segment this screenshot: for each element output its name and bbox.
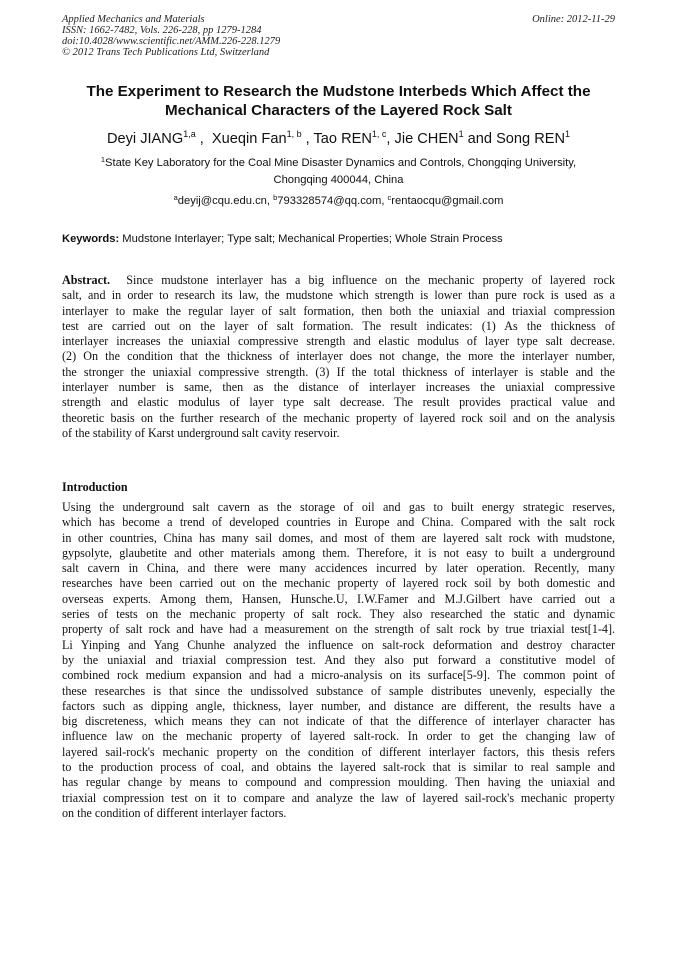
introduction-body <box>62 500 615 821</box>
keywords <box>62 232 615 246</box>
author-affil-sup: 1, c <box>371 129 387 139</box>
intro-line: layered sail-rock's mechanic property on the condition of different interlayer factors, this thesis refers <box>62 744 615 759</box>
author-name: Xueqin Fan <box>211 131 287 147</box>
abstract-line: test are carried out on the layer of salt formation. The result indicates: (1) As the thickness of <box>62 318 615 333</box>
email-list <box>62 194 615 208</box>
journal-header <box>62 14 280 58</box>
author-name: Deyi JIANG <box>106 131 184 147</box>
intro-line: influence law on the mechanic property of layered salt-rock. In order to get the changing law of <box>62 729 615 744</box>
email-address[interactable]: deyij@cqu.edu.cn, <box>177 195 274 207</box>
intro-line: gypsolyte, glaubetite and other materials among them. Therefore, it is not easy to built a underground <box>62 545 615 560</box>
abstract-line: the stronger the uniaxial compressive strength. (3) If the total thickness of interlayer is stable and the <box>62 364 615 379</box>
abstract-line: (2) On the condition that the thickness of interlayer does not change, the more the interlayer number, <box>62 349 615 364</box>
abstract-line: theoretic basis on the further research of the mechanic property of layered rock soil and on the analysis <box>62 410 615 425</box>
affiliation <box>62 155 615 189</box>
intro-line: to the production process of coal, and obtains the layered salt-rock that is similar to real sample and <box>62 760 615 775</box>
intro-line: in other countries, China has many sail domes, and most of them are layered salt rock with mudstone, <box>62 530 615 545</box>
author-separator: , <box>301 131 314 147</box>
abstract-line <box>62 273 615 288</box>
author-separator: and <box>463 131 497 147</box>
abstract-line: salt, and in order to research its law, the mudstone which strength is lower than pure rock is used as a <box>62 288 615 303</box>
intro-line: these researches is that since the undissolved substance of sample distributes unevenly, especially the <box>62 683 615 698</box>
abstract-line: of the stability of Karst underground salt cavity reservoir. <box>62 425 340 440</box>
author-affil-sup: 1 <box>565 129 571 139</box>
intro-line: by the uniaxial and triaxial compression test. And they also put forward a constitutive model of <box>62 652 615 667</box>
abstract-line: interlayer number is same, then as the distance of interlayer increases the uniaxial compressive <box>62 380 615 395</box>
author-affil-sup: 1 <box>458 129 464 139</box>
email-sup: c <box>387 193 392 202</box>
abstract-label: Abstract. <box>62 273 111 287</box>
intro-line: on the condition of different interlayer factors. <box>62 805 287 820</box>
title-line-1: The Experiment to Research the Mudstone Interbeds Which Affect the <box>86 83 591 100</box>
copyright-line: © 2012 Trans Tech Publications Ltd, Switzerland <box>62 47 270 58</box>
affiliation-line-2: Chongqing 400044, China <box>273 174 404 186</box>
abstract-line-text: Since mudstone interlayer has a big influence on the mechanic property of layered rock <box>126 273 615 287</box>
intro-line: Using the underground salt cavern as the storage of oil and gas to built energy strategic reserves, <box>62 500 615 514</box>
intro-line: factors such as dipping angle, thickness, layer number, and distance are different, the results have a <box>62 698 615 713</box>
abstract-line: strength and elastic modulus of layer type salt decrease. The result provides practical value and <box>62 395 615 410</box>
intro-line: big discreteness, which means they can not indicate of that the difference of interlayer character has <box>62 714 615 729</box>
email-address[interactable]: 793328574@qq.com, <box>277 195 388 207</box>
affiliation-line-1 <box>62 155 615 172</box>
author-affil-sup: 1,a <box>183 129 196 139</box>
introduction-heading: Introduction <box>62 480 128 494</box>
intro-line: which has become a trend of developed countries in Europe and China. Compared with the salt rock <box>62 515 615 530</box>
intro-line: has regular change by means to compound and compression moulding. Then having the uniaxial and <box>62 775 615 790</box>
title-line-2: Mechanical Characters of the Layered Rock Salt <box>165 102 512 119</box>
intro-line: property of salt rock and have had a measurement on the strength of salt rock by true triaxial test[1-4]. <box>62 622 615 637</box>
affiliation-sup: 1 <box>100 155 106 164</box>
abstract-line: interlayer to make the regular layer of salt formation, then both the uniaxial and triaxial compression <box>62 303 615 318</box>
author-separator: , <box>195 131 212 147</box>
intro-line: researches have been carried out on the mechanic property of layered rock soil by both domestic and <box>62 576 615 591</box>
intro-line: Li Yinping and Yang Chunhe analyzed the influence on salt-rock deformation and destroy character <box>62 637 615 652</box>
email-sup: a <box>173 193 178 202</box>
intro-line: combined rock medium expansion and had a micro-analysis on its surface[5-9]. The common point of <box>62 668 615 683</box>
abstract-line: interlayer increases the uniaxial compressive strength and elastic modulus of layer type salt decrease. <box>62 334 615 349</box>
issn-line: ISSN: 1662-7482, Vols. 226-228, pp 1279-1284 <box>62 25 262 36</box>
author-name: Tao REN <box>313 131 372 147</box>
doi-line: doi:10.4028/www.scientific.net/AMM.226-228.1279 <box>62 36 281 47</box>
email-sup: b <box>273 193 278 202</box>
online-date: Online: 2012-11-29 <box>532 14 615 25</box>
author-affil-sup: 1, b <box>286 129 302 139</box>
author-name: Jie CHEN <box>394 131 459 147</box>
intro-line: salt cavern in China, and there were many accidences incurred by later operation. Recently, many <box>62 561 615 576</box>
intro-line: overseas experts. Among them, Hansen, Hunsche.U, I.W.Famer and M.J.Gilbert have carried out a <box>62 591 615 606</box>
affiliation-text: State Key Laboratory for the Coal Mine Disaster Dynamics and Controls, Chongqing University, <box>105 157 577 169</box>
paper-title <box>62 82 615 120</box>
intro-line: series of tests on the mechanic property of salt rock. They also researched the static and dynamic <box>62 607 615 622</box>
keywords-label: Keywords: <box>62 233 120 245</box>
author-separator: , <box>386 131 395 147</box>
intro-line: triaxial compression test on it to compare and analyze the law of layered sail-rock's mechanic property <box>62 790 615 805</box>
journal-name: Applied Mechanics and Materials <box>62 14 205 25</box>
author-list <box>62 130 615 148</box>
email-address[interactable]: rentaocqu@gmail.com <box>391 195 504 207</box>
abstract <box>62 273 615 441</box>
keywords-text: Mudstone Interlayer; Type salt; Mechanical Properties; Whole Strain Process <box>119 233 503 245</box>
author-name: Song REN <box>496 131 566 147</box>
